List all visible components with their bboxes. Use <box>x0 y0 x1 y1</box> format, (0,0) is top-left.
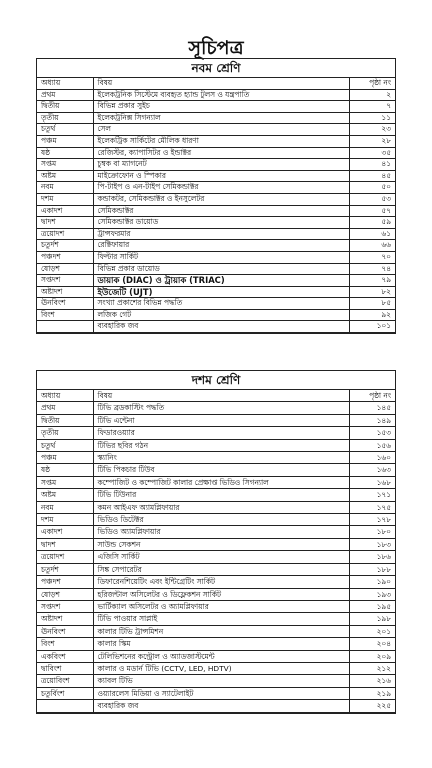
column-header-page: পৃষ্ঠা নং <box>349 390 395 402</box>
page-cell: ২১৬ <box>349 675 395 687</box>
page-cell: ৮৫ <box>349 298 395 310</box>
page-cell: ১৪৯ <box>349 414 395 426</box>
chapter-cell: দ্বাদশ <box>37 217 93 229</box>
table-row <box>37 452 395 464</box>
chapter-cell: অষ্টাদশ <box>37 286 93 298</box>
chapter-cell: একাদশ <box>37 205 93 217</box>
topic-cell: কালার টিভি ট্রান্সমিশন <box>93 625 349 637</box>
chapter-cell: সপ্তদশ <box>37 275 93 287</box>
page-title: সূচিপত্র <box>188 37 244 59</box>
chapter-cell: চতুর্বিংশ <box>37 687 93 699</box>
page-cell: ১৮৬ <box>349 551 395 563</box>
page-cell: ১৯৫ <box>349 600 395 612</box>
section-class-ten <box>36 370 396 714</box>
table-row <box>37 700 395 712</box>
topic-cell: ওয়্যারলেস মিডিয়া ও স্যাটেলাইট <box>93 687 349 699</box>
chapter-cell: প্রথম <box>37 402 93 414</box>
table-row <box>37 439 395 451</box>
chapter-cell: দ্বিতীয় <box>37 414 93 426</box>
topic-cell: ইলেকট্রনিক সিস্টেমে ব্যবহৃত হ্যান্ড টুলস ও যন্ত্রপাতি <box>93 89 349 101</box>
page-cell: ৫৯ <box>349 217 395 229</box>
column-header-topic: বিষয় <box>93 78 349 89</box>
chapter-cell: তৃতীয় <box>37 112 93 124</box>
chapter-cell: পঞ্চম <box>37 135 93 147</box>
chapter-cell: ষোড়শ <box>37 263 93 275</box>
topic-cell: চুম্বক বা ম্যাগনেট <box>93 159 349 171</box>
table-row <box>37 563 395 575</box>
page-cell: ১৭৮ <box>349 514 395 526</box>
page-cell: ৭৯ <box>349 275 395 287</box>
page-cell: ১৬৩ <box>349 464 395 476</box>
table-row <box>37 275 395 287</box>
table-row <box>37 489 395 501</box>
chapter-cell: ত্রয়োদশ <box>37 551 93 563</box>
topic-cell: টিভি টিউনার <box>93 489 349 501</box>
topic-cell: ফিল্টার সার্কিট <box>93 251 349 263</box>
topic-cell: স্ক্যানিং <box>93 452 349 464</box>
table-row <box>37 675 395 687</box>
column-header-chapter: অধ্যায় <box>37 78 93 89</box>
table-row <box>37 576 395 588</box>
chapter-cell: পঞ্চদশ <box>37 576 93 588</box>
page-cell: ১০১ <box>349 321 395 333</box>
chapter-cell: ষষ্ঠ <box>37 464 93 476</box>
table-row <box>37 514 395 526</box>
chapter-cell: অষ্টাদশ <box>37 613 93 625</box>
page-cell: ১৪৫ <box>349 402 395 414</box>
chapter-cell: ঊনবিংশ <box>37 625 93 637</box>
page-cell: ১৫৬ <box>349 439 395 451</box>
topic-cell: সিঙ্ক সেপারেটর <box>93 563 349 575</box>
table-row <box>37 89 395 101</box>
table-row <box>37 321 395 333</box>
page-cell: ১৫৩ <box>349 427 395 439</box>
page-cell: ১৮০ <box>349 526 395 538</box>
table-row <box>37 464 395 476</box>
topic-cell: পি-টাইপ ও এন-টাইপ সেমিকন্ডাক্টর <box>93 182 349 194</box>
topic-cell: টিভি পিকচার টিউব <box>93 464 349 476</box>
table-row <box>37 228 395 240</box>
chapter-cell: ষোড়শ <box>37 588 93 600</box>
topic-cell: কন্ডাকটর, সেমিকন্ডাক্টর ও ইনসুলেটর <box>93 193 349 205</box>
page-cell: ৮২ <box>349 286 395 298</box>
table-row <box>37 625 395 637</box>
column-header-chapter: অধ্যায় <box>37 390 93 402</box>
page-cell: ৭০ <box>349 251 395 263</box>
topic-cell: কম্পোজিট ও কম্পোজিট কালার প্রেক্ষাপ্ত ভিডিও সিগন্যাল <box>93 476 349 488</box>
page-cell: ১৯৩ <box>349 588 395 600</box>
topic-cell: ইলেকট্রিক সার্কিটের মৌলিক ধারণা <box>93 135 349 147</box>
chapter-cell: সপ্তদশ <box>37 600 93 612</box>
page-cell: ২০৯ <box>349 650 395 662</box>
chapter-cell: চতুর্থ <box>37 124 93 136</box>
topic-cell: রেজিস্টর, ক্যাপাসিটর ও ইন্ডাক্টর <box>93 147 349 159</box>
table-row <box>37 251 395 263</box>
page-cell: ৭৪ <box>349 263 395 275</box>
page-cell: ১৭১ <box>349 489 395 501</box>
chapter-cell: চতুর্দশ <box>37 563 93 575</box>
page-cell: ৬১ <box>349 228 395 240</box>
table-row <box>37 526 395 538</box>
chapter-cell: একাদশ <box>37 526 93 538</box>
page-cell: ৬৬ <box>349 240 395 252</box>
table-row <box>37 101 395 113</box>
topic-cell: কালার স্কিম <box>93 638 349 650</box>
chapter-cell: দ্বিতীয় <box>37 101 93 113</box>
topic-cell: বিভিন্ন প্রকার ডায়োড <box>93 263 349 275</box>
table-row <box>37 147 395 159</box>
page-cell: ১৬০ <box>349 452 395 464</box>
chapter-cell: দশম <box>37 514 93 526</box>
topic-cell: টিভি এন্টেনা <box>93 414 349 426</box>
chapter-cell: পঞ্চদশ <box>37 251 93 263</box>
topic-cell: সেল <box>93 124 349 136</box>
topic-cell: লজিক গেট <box>93 309 349 321</box>
table-row <box>37 600 395 612</box>
section-class-nine <box>36 58 396 334</box>
topic-cell: ভার্টিক্যাল অসিলেটর ও অ্যামপ্লিফায়ার <box>93 600 349 612</box>
page-cell: ৪৫ <box>349 170 395 182</box>
chapter-cell: অষ্টম <box>37 170 93 182</box>
topic-cell: রেক্টিফায়ার <box>93 240 349 252</box>
chapter-cell: সপ্তম <box>37 159 93 171</box>
page-cell: ৫৩ <box>349 193 395 205</box>
topic-cell: কালার ও মডার্ন টিভি (CCTV, LED, HDTV) <box>93 662 349 674</box>
topic-cell: সাউন্ড সেকশন <box>93 538 349 550</box>
chapter-cell: চতুর্থ <box>37 439 93 451</box>
page-cell: ২১৯ <box>349 687 395 699</box>
chapter-cell: তৃতীয় <box>37 427 93 439</box>
table-row <box>37 402 395 414</box>
table-row <box>37 613 395 625</box>
contents-table <box>37 78 395 333</box>
topic-cell: ইলেকট্রনিক্স সিগন্যাল <box>93 112 349 124</box>
page-cell: ২০১ <box>349 625 395 637</box>
topic-cell: সেমিকন্ডাক্টর ডায়োড <box>93 217 349 229</box>
chapter-cell: প্রথম <box>37 89 93 101</box>
table-row <box>37 298 395 310</box>
chapter-cell: নবম <box>37 182 93 194</box>
topic-cell: টিভি ব্রডকাস্টিং পদ্ধতি <box>93 402 349 414</box>
table-row <box>37 687 395 699</box>
chapter-cell: ত্রয়োদশ <box>37 228 93 240</box>
page-cell: ৩৫ <box>349 147 395 159</box>
table-row <box>37 135 395 147</box>
chapter-cell: পঞ্চম <box>37 452 93 464</box>
page-cell: ৪১ <box>349 159 395 171</box>
chapter-cell: অষ্টম <box>37 489 93 501</box>
topic-cell: ট্রান্সফরমার <box>93 228 349 240</box>
page-cell: ১৮৮ <box>349 563 395 575</box>
page-cell: ৫৭ <box>349 205 395 217</box>
table-header-row <box>37 390 395 402</box>
page-cell: ১৬৮ <box>349 476 395 488</box>
page-cell: ২ <box>349 89 395 101</box>
table-row <box>37 638 395 650</box>
table-row <box>37 217 395 229</box>
page-cell: ১৭৫ <box>349 501 395 513</box>
section-heading: দশম শ্রেণি <box>37 371 395 390</box>
topic-cell: ভিডিও অ্যামপ্লিফায়ার <box>93 526 349 538</box>
page-cell: ১৯৮ <box>349 613 395 625</box>
table-row <box>37 182 395 194</box>
chapter-cell: সপ্তম <box>37 476 93 488</box>
chapter-cell: একবিংশ <box>37 650 93 662</box>
chapter-cell: চতুর্দশ <box>37 240 93 252</box>
page-cell: ৯২ <box>349 309 395 321</box>
table-row <box>37 476 395 488</box>
topic-cell: হরিজন্টাল অসিলেটর ও ডিফ্লেকশন সার্কিট <box>93 588 349 600</box>
topic-cell: কমন আইএফ অ্যামপ্লিফায়ার <box>93 501 349 513</box>
chapter-cell: ঊনবিংশ <box>37 298 93 310</box>
page-cell: ২০৪ <box>349 638 395 650</box>
topic-cell: টেলিভিশনের কন্ট্রোল ও অ্যাডজাস্টমেন্ট <box>93 650 349 662</box>
table-row <box>37 170 395 182</box>
column-header-page: পৃষ্ঠা নং <box>349 78 395 89</box>
section-heading: নবম শ্রেণি <box>37 59 395 78</box>
column-header-topic: বিষয় <box>93 390 349 402</box>
table-row <box>37 205 395 217</box>
table-row <box>37 309 395 321</box>
table-row <box>37 427 395 439</box>
table-row <box>37 662 395 674</box>
table-row <box>37 286 395 298</box>
topic-cell: মাইক্রোফোন ও স্পিকার <box>93 170 349 182</box>
page-cell: ২৮ <box>349 135 395 147</box>
table-row <box>37 551 395 563</box>
topic-cell: ডিফারেনশিয়েটিং এবং ইন্টিগ্রেটিং সার্কিট <box>93 576 349 588</box>
page-cell: ২৩ <box>349 124 395 136</box>
chapter-cell: দ্বাবিংশ <box>37 662 93 674</box>
topic-cell: ফিডারওয়্যার <box>93 427 349 439</box>
chapter-cell: ত্রয়োবিংশ <box>37 675 93 687</box>
topic-cell: এজিসি সার্কিট <box>93 551 349 563</box>
topic-cell: সেমিকন্ডাক্টর <box>93 205 349 217</box>
chapter-cell: নবম <box>37 501 93 513</box>
topic-cell: ডায়াক (DIAC) ও ট্রায়াক (TRIAC) <box>93 275 349 287</box>
topic-cell: বিভিন্ন প্রকার সুইচ <box>93 101 349 113</box>
topic-cell: টিভি পাওয়ার সাপ্লাই <box>93 613 349 625</box>
chapter-cell <box>37 321 93 333</box>
topic-cell: টিভির ছবির গঠন <box>93 439 349 451</box>
table-row <box>37 263 395 275</box>
topic-cell: ক্যাবল টিভি <box>93 675 349 687</box>
table-row <box>37 650 395 662</box>
topic-cell: ব্যবহারিক জব <box>93 700 349 712</box>
table-row <box>37 159 395 171</box>
topic-cell: ব্যবহারিক জব <box>93 321 349 333</box>
page-cell: ১৮৩ <box>349 538 395 550</box>
page-cell: ১৯০ <box>349 576 395 588</box>
page-cell: ৭ <box>349 101 395 113</box>
table-header-row <box>37 78 395 89</box>
topic-cell: ইউজেটি (UJT) <box>93 286 349 298</box>
contents-table <box>37 390 395 713</box>
table-row <box>37 240 395 252</box>
chapter-cell: ষষ্ঠ <box>37 147 93 159</box>
topic-cell: সংখ্যা প্রকাশের বিভিন্ন পদ্ধতি <box>93 298 349 310</box>
topic-cell: ভিডিও ডিটেক্টর <box>93 514 349 526</box>
table-row <box>37 588 395 600</box>
chapter-cell <box>37 700 93 712</box>
page-cell: ২২৫ <box>349 700 395 712</box>
table-row <box>37 414 395 426</box>
page-cell: ৫০ <box>349 182 395 194</box>
chapter-cell: বিংশ <box>37 638 93 650</box>
chapter-cell: দশম <box>37 193 93 205</box>
table-row <box>37 538 395 550</box>
page-cell: ১১ <box>349 112 395 124</box>
table-row <box>37 112 395 124</box>
table-row <box>37 124 395 136</box>
chapter-cell: দ্বাদশ <box>37 538 93 550</box>
chapter-cell: বিংশ <box>37 309 93 321</box>
table-row <box>37 193 395 205</box>
table-row <box>37 501 395 513</box>
page-cell: ২১২ <box>349 662 395 674</box>
